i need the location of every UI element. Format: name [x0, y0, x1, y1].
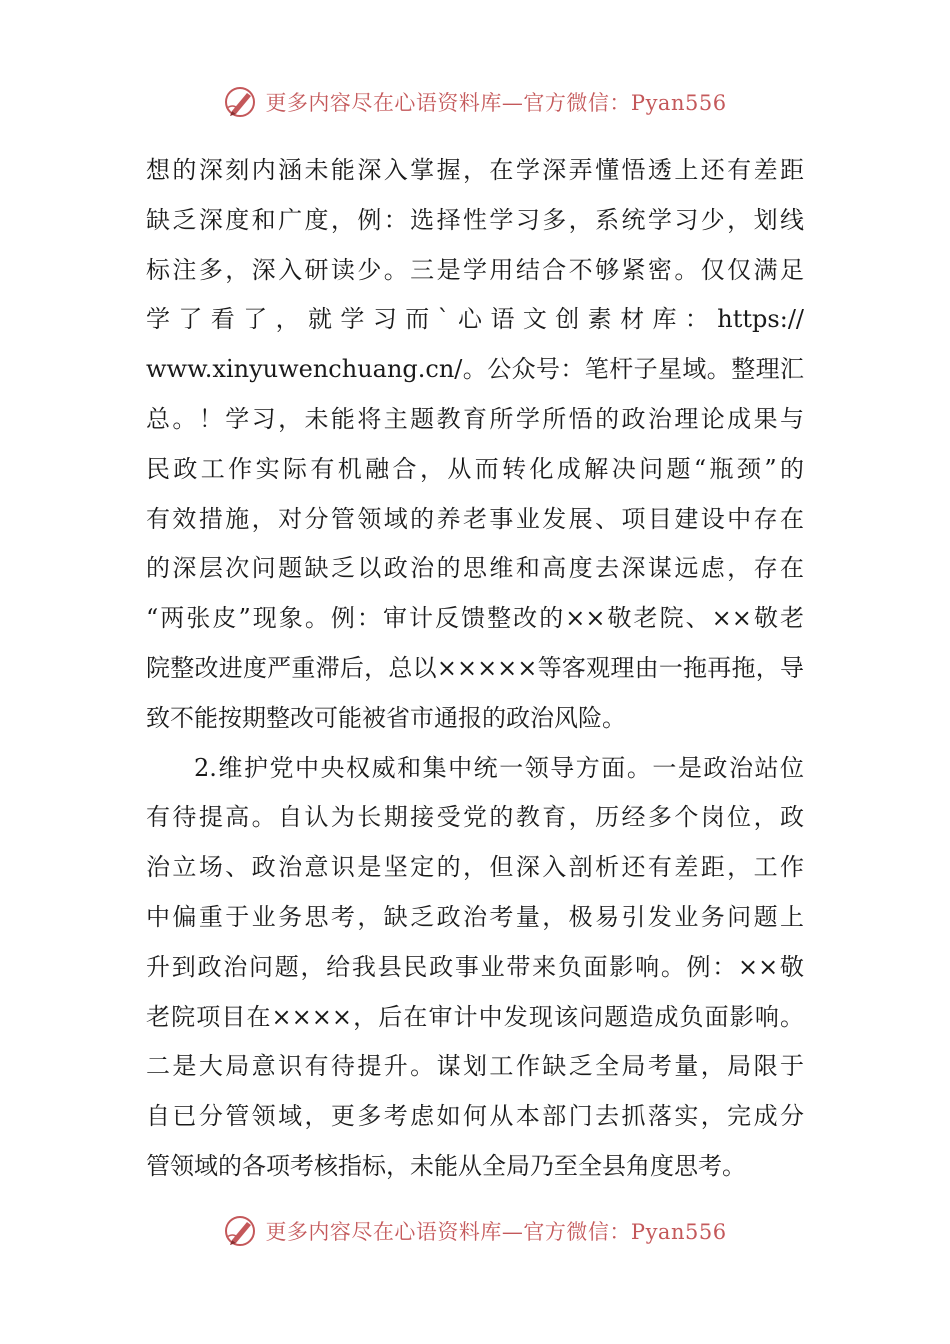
header-banner — [0, 82, 950, 122]
body-line: 2.维护党中央权威和集中统一领导方面。一是政治站位 — [194, 753, 804, 782]
body-line: 治立场、政治意识是坚定的，但深入剖析还有差距，工作 — [146, 853, 804, 882]
pen-logo-icon — [223, 84, 259, 120]
document-body — [146, 146, 804, 1192]
body-line: 有待提高。自认为长期接受党的教育，历经多个岗位，政 — [146, 803, 804, 832]
body-line: 总。！学习，未能将主题教育所学所悟的政治理论成果与 — [146, 404, 804, 433]
body-line: 老院项目在××××，后在审计中发现该问题造成负面影响。 — [146, 1002, 804, 1031]
body-line: 院整改进度严重滞后，总以×××××等客观理由一拖再拖，导 — [146, 653, 804, 682]
body-line: 缺乏深度和广度，例：选择性学习多，系统学习少，划线 — [146, 205, 804, 234]
pen-logo-icon — [223, 1213, 259, 1249]
body-line: 想的深刻内涵未能深入掌握，在学深弄懂悟透上还有差距 — [146, 156, 804, 184]
body-line: 的深层次问题缺乏以政治的思维和高度去深谋远虑，存在 — [146, 554, 804, 583]
footer-banner — [0, 1211, 950, 1251]
body-line: 二是大局意识有待提升。谋划工作缺乏全局考量，局限于 — [146, 1052, 804, 1081]
body-line: 致不能按期整改可能被省市通报的政治风险。 — [146, 703, 626, 732]
header-banner-text: 更多内容尽在心语资料库—官方微信：Pyan556 — [265, 91, 727, 115]
body-line: “两张皮”现象。例：审计反馈整改的××敬老院、××敬老 — [146, 604, 804, 633]
body-line: 学了看了，就学习而`心语文创素材库：https:// — [146, 305, 804, 334]
body-line: 民政工作实际有机融合，从而转化成解决问题“瓶颈”的 — [146, 454, 804, 483]
body-line: 中偏重于业务思考，缺乏政治考量，极易引发业务问题上 — [146, 902, 804, 931]
footer-banner-text: 更多内容尽在心语资料库—官方微信：Pyan556 — [265, 1220, 727, 1244]
body-line: 自已分管领域，更多考虑如何从本部门去抓落实，完成分 — [146, 1102, 804, 1131]
body-line: www.xinyuwenchuang.cn/。公众号：笔杆子星域。整理汇 — [146, 355, 804, 384]
body-line: 标注多，深入研读少。三是学用结合不够紧密。仅仅满足 — [146, 255, 804, 284]
body-line: 管领域的各项考核指标，未能从全局乃至全县角度思考。 — [146, 1151, 746, 1180]
body-line: 有效措施，对分管领域的养老事业发展、项目建设中存在 — [146, 504, 804, 533]
body-line: 升到政治问题，给我县民政事业带来负面影响。例：××敬 — [146, 952, 804, 981]
